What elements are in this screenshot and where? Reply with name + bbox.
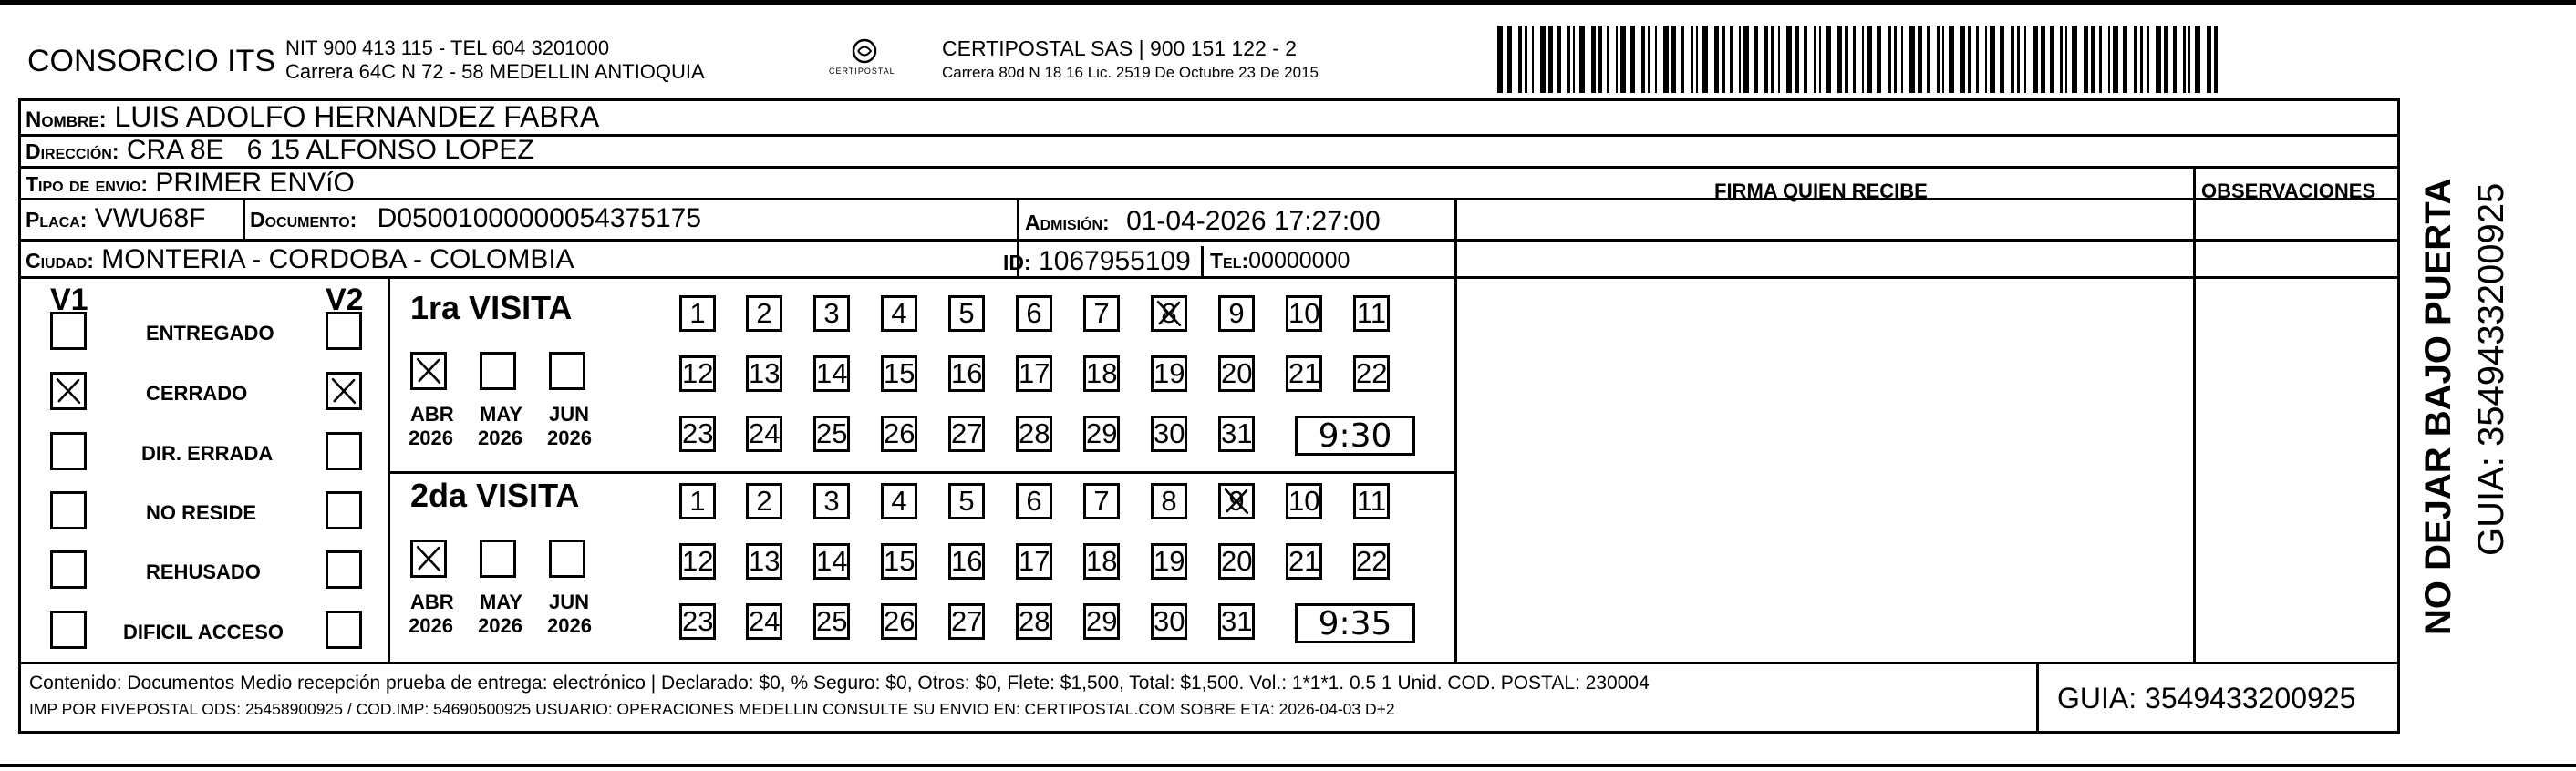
barcode bbox=[1495, 26, 2225, 93]
nombre-value: LUIS ADOLFO HERNANDEZ FABRA bbox=[114, 100, 600, 133]
status-checkbox-v2[interactable] bbox=[326, 611, 362, 649]
barcode-bar bbox=[1764, 26, 1768, 93]
barcode-bar bbox=[1620, 26, 1626, 93]
v1-label: V1 bbox=[50, 283, 88, 317]
barcode-bar bbox=[2188, 26, 2190, 93]
handwritten-time: 9:35 bbox=[1318, 605, 1392, 642]
day-box[interactable]: 29 bbox=[1083, 416, 1120, 452]
day-box[interactable]: 25 bbox=[813, 603, 850, 640]
day-box[interactable]: 22 bbox=[1353, 355, 1390, 392]
direccion-label: Dirección: bbox=[26, 139, 119, 163]
barcode-bar bbox=[2050, 26, 2054, 93]
barcode-bar bbox=[1909, 26, 1915, 93]
barcode-bar bbox=[1702, 26, 1708, 93]
day-box[interactable]: 27 bbox=[948, 603, 985, 640]
side-guia: GUIA: 3549433200925 bbox=[2471, 182, 2511, 556]
barcode-bar bbox=[1888, 26, 1891, 93]
barcode-bar bbox=[1795, 26, 1799, 93]
day-box[interactable]: 29 bbox=[1083, 603, 1120, 640]
month-checkbox[interactable] bbox=[480, 540, 516, 578]
day-box[interactable]: 22 bbox=[1353, 543, 1390, 580]
handwritten-x-icon bbox=[1221, 486, 1252, 517]
status-label: DIR. ERRADA bbox=[141, 442, 274, 465]
barcode-bar bbox=[1819, 26, 1821, 93]
day-box[interactable]: 20 bbox=[1218, 543, 1255, 580]
day-box[interactable]: 3 bbox=[813, 483, 850, 519]
day-box[interactable]: 1 bbox=[679, 483, 716, 519]
visit-divider bbox=[388, 471, 1454, 474]
day-box[interactable]: 21 bbox=[1286, 355, 1322, 392]
barcode-bar bbox=[1525, 26, 1527, 93]
barcode-bar bbox=[1826, 26, 1831, 93]
admision-value: 01-04-2026 17:27:00 bbox=[1126, 206, 1381, 236]
barcode-bar bbox=[1616, 26, 1618, 93]
status-label: CERRADO bbox=[146, 382, 248, 405]
v2-label: V2 bbox=[326, 283, 364, 317]
barcode-bar bbox=[1771, 26, 1774, 93]
day-box[interactable]: 15 bbox=[881, 543, 917, 580]
tel-value: 00000000 bbox=[1248, 248, 1350, 273]
placa-value: VWU68F bbox=[94, 203, 206, 233]
courier-line2: Carrera 80d N 18 16 Lic. 2519 De Octubre 23 De 2015 bbox=[942, 64, 1319, 81]
barcode-bar bbox=[2207, 26, 2211, 93]
day-box[interactable]: 21 bbox=[1286, 543, 1322, 580]
admision-label: Admisión: bbox=[1025, 211, 1110, 234]
company-name: CONSORCIO ITS bbox=[27, 44, 276, 78]
day-box[interactable]: 26 bbox=[881, 603, 917, 640]
day-box[interactable]: 10 bbox=[1286, 483, 1322, 519]
barcode-bar bbox=[2140, 26, 2143, 93]
day-box[interactable]: 16 bbox=[948, 355, 985, 392]
day-box[interactable]: 17 bbox=[1016, 543, 1052, 580]
day-box[interactable]: 7 bbox=[1083, 483, 1120, 519]
day-box[interactable]: 5 bbox=[948, 483, 985, 519]
day-box[interactable]: 11 bbox=[1353, 483, 1390, 519]
status-checkbox-v2[interactable] bbox=[326, 372, 362, 410]
year-label: 2026 bbox=[409, 427, 453, 449]
barcode-bar bbox=[1573, 26, 1575, 93]
company-line2: Carrera 64C N 72 - 58 MEDELLIN ANTIOQUIA bbox=[285, 60, 705, 83]
day-box[interactable]: 31 bbox=[1218, 603, 1255, 640]
row-line bbox=[18, 662, 2400, 664]
row-line bbox=[18, 276, 2400, 279]
day-box[interactable]: 28 bbox=[1016, 603, 1052, 640]
barcode-bar bbox=[1985, 26, 1987, 93]
side-warning: NO DEJAR BAJO PUERTA bbox=[2418, 178, 2458, 635]
status-checkbox-v1[interactable] bbox=[50, 372, 87, 410]
barcode-bar bbox=[1990, 26, 1995, 93]
barcode-bar bbox=[1696, 26, 1698, 93]
status-label: REHUSADO bbox=[146, 560, 261, 583]
barcode-bar bbox=[1960, 26, 1965, 93]
status-checkbox-v1[interactable] bbox=[50, 491, 87, 529]
day-box[interactable]: 6 bbox=[1016, 483, 1052, 519]
day-box[interactable]: 14 bbox=[813, 355, 850, 392]
footer-guia: GUIA: 3549433200925 bbox=[2057, 682, 2356, 714]
barcode-bar bbox=[1743, 26, 1749, 93]
status-label: ENTREGADO bbox=[146, 322, 274, 344]
barcode-bar bbox=[1804, 26, 1807, 93]
day-box[interactable]: 2 bbox=[746, 295, 782, 332]
day-box[interactable]: 9 bbox=[1218, 483, 1255, 519]
day-box[interactable]: 23 bbox=[679, 603, 716, 640]
barcode-bar bbox=[1641, 26, 1645, 93]
barcode-bar bbox=[1691, 26, 1693, 93]
day-box[interactable]: 17 bbox=[1016, 355, 1052, 392]
barcode-bar bbox=[2060, 26, 2063, 93]
ciudad-label: Ciudad: bbox=[26, 249, 94, 272]
day-box[interactable]: 13 bbox=[746, 543, 782, 580]
day-box[interactable]: 24 bbox=[746, 603, 782, 640]
day-box[interactable]: 28 bbox=[1016, 416, 1052, 452]
col-line bbox=[243, 198, 245, 239]
status-label: DIFICIL ACCESO bbox=[123, 621, 284, 643]
documento-row bbox=[250, 205, 701, 232]
id-label: ID: bbox=[1003, 251, 1031, 274]
barcode-bar bbox=[2099, 26, 2102, 93]
month-checkbox[interactable] bbox=[549, 540, 585, 578]
barcode-bar bbox=[2017, 26, 2020, 93]
month-checkbox[interactable] bbox=[410, 540, 447, 578]
bottom-border bbox=[0, 764, 2576, 767]
col-line bbox=[2193, 166, 2196, 662]
time-box[interactable] bbox=[1295, 603, 1415, 643]
barcode-bar bbox=[1507, 26, 1512, 93]
barcode-bar bbox=[1862, 26, 1864, 93]
documento-label: Documento: bbox=[250, 208, 357, 231]
ciudad-value: MONTERIA - CORDOBA - COLOMBIA bbox=[101, 244, 574, 274]
barcode-bar bbox=[1607, 26, 1609, 93]
barcode-bar bbox=[1937, 26, 1940, 93]
day-box[interactable]: 3 bbox=[813, 295, 850, 332]
nombre-row bbox=[26, 102, 599, 131]
day-box[interactable]: 9 bbox=[1218, 295, 1255, 332]
row-line bbox=[18, 166, 2400, 169]
barcode-bar bbox=[1853, 26, 1856, 93]
row-line bbox=[18, 198, 2400, 200]
day-box[interactable]: 23 bbox=[679, 416, 716, 452]
status-checkbox-v2[interactable] bbox=[326, 312, 362, 350]
day-box[interactable]: 6 bbox=[1016, 295, 1052, 332]
direccion-value: CRA 8E 6 15 ALFONSO LOPEZ bbox=[126, 135, 534, 165]
main-frame bbox=[18, 98, 2400, 734]
handwritten-x-icon bbox=[1154, 298, 1185, 329]
nombre-label: Nombre: bbox=[26, 108, 107, 132]
visit-title: 1ra VISITA bbox=[410, 289, 573, 326]
barcode-bar bbox=[1714, 26, 1719, 93]
year-label: 2026 bbox=[478, 427, 522, 449]
barcode-bar bbox=[1968, 26, 1971, 93]
day-box[interactable]: 14 bbox=[813, 543, 850, 580]
barcode-bar bbox=[2041, 26, 2045, 93]
col-line bbox=[1454, 198, 1457, 662]
barcode-bar bbox=[1557, 26, 1561, 93]
barcode-bar bbox=[2134, 26, 2137, 93]
barcode-bar bbox=[2214, 26, 2218, 93]
day-box[interactable]: 7 bbox=[1083, 295, 1120, 332]
observaciones-header: OBSERVACIONES bbox=[2201, 180, 2376, 202]
barcode-bar bbox=[2108, 26, 2110, 93]
status-checkbox-v1[interactable] bbox=[50, 550, 87, 589]
barcode-bar bbox=[2183, 26, 2186, 93]
barcode-bar bbox=[1867, 26, 1872, 93]
day-box[interactable]: 26 bbox=[881, 416, 917, 452]
id-row bbox=[1003, 248, 1191, 275]
day-box[interactable]: 8 bbox=[1151, 483, 1187, 519]
day-box[interactable]: 19 bbox=[1151, 543, 1187, 580]
footer-line1: Contenido: Documentos Medio recepción prueba de entrega: electrónico | Declarado: $0, % Seguro: $0, Otros: $0, Flete: $1,500, Total: $1,500. Vol.: 1*1*1. 0.5 1 Unid. COD. POSTAL: 230004 bbox=[29, 673, 1650, 694]
day-box[interactable]: 5 bbox=[948, 295, 985, 332]
tel-row bbox=[1210, 250, 1350, 272]
month-checkbox[interactable] bbox=[410, 352, 447, 390]
barcode-bar bbox=[2072, 26, 2077, 93]
barcode-bar bbox=[1518, 26, 1522, 93]
barcode-bar bbox=[1918, 26, 1922, 93]
month-label: JUN bbox=[549, 403, 590, 426]
handwritten-x-icon bbox=[413, 542, 444, 575]
barcode-bar bbox=[1894, 26, 1897, 93]
barcode-bar bbox=[2024, 26, 2026, 93]
barcode-bar bbox=[2164, 26, 2168, 93]
barcode-bar bbox=[2113, 26, 2118, 93]
status-checkbox-v1[interactable] bbox=[50, 312, 87, 350]
barcode-bar bbox=[1754, 26, 1758, 93]
admision-row bbox=[1025, 208, 1381, 235]
month-label: ABR bbox=[410, 403, 454, 426]
tipo-value: PRIMER ENVíO bbox=[155, 168, 355, 198]
barcode-bar bbox=[1532, 26, 1534, 93]
day-box[interactable]: 11 bbox=[1353, 295, 1390, 332]
barcode-bar bbox=[1949, 26, 1954, 93]
documento-value: D05001000000054375175 bbox=[377, 203, 702, 233]
year-label: 2026 bbox=[547, 427, 592, 449]
day-box[interactable]: 15 bbox=[881, 355, 917, 392]
barcode-bar bbox=[1497, 26, 1503, 93]
barcode-bar bbox=[1730, 26, 1733, 93]
day-box[interactable]: 12 bbox=[679, 543, 716, 580]
day-box[interactable]: 10 bbox=[1286, 295, 1322, 332]
handwritten-x-icon bbox=[53, 375, 84, 407]
day-box[interactable]: 12 bbox=[679, 355, 716, 392]
barcode-bar bbox=[1655, 26, 1657, 93]
month-label: MAY bbox=[480, 403, 522, 426]
day-box[interactable]: 18 bbox=[1083, 543, 1120, 580]
barcode-bar bbox=[1540, 26, 1546, 93]
barcode-bar bbox=[2011, 26, 2014, 93]
status-checkbox-v2[interactable] bbox=[326, 491, 362, 529]
day-box[interactable]: 25 bbox=[813, 416, 850, 452]
barcode-bar bbox=[2173, 26, 2177, 93]
col-line bbox=[388, 276, 390, 662]
firma-header: FIRMA QUIEN RECIBE bbox=[1714, 180, 1928, 202]
barcode-bar bbox=[1837, 26, 1842, 93]
barcode-bar bbox=[2195, 26, 2200, 93]
barcode-bar bbox=[2123, 26, 2127, 93]
barcode-bar bbox=[2065, 26, 2067, 93]
barcode-bar bbox=[1778, 26, 1780, 93]
barcode-bar bbox=[2147, 26, 2149, 93]
barcode-bar bbox=[1942, 26, 1944, 93]
status-checkbox-v1[interactable] bbox=[50, 611, 87, 649]
month-label: MAY bbox=[480, 591, 522, 613]
year-label: 2026 bbox=[409, 614, 453, 637]
day-box[interactable]: 1 bbox=[679, 295, 716, 332]
barcode-bar bbox=[1591, 26, 1596, 93]
day-box[interactable]: 30 bbox=[1151, 603, 1187, 640]
barcode-bar bbox=[1786, 26, 1792, 93]
day-box[interactable]: 13 bbox=[746, 355, 782, 392]
barcode-bar bbox=[2156, 26, 2161, 93]
barcode-bar bbox=[1681, 26, 1684, 93]
barcode-bar bbox=[1722, 26, 1725, 93]
day-box[interactable]: 24 bbox=[746, 416, 782, 452]
day-box[interactable]: 19 bbox=[1151, 355, 1187, 392]
day-box[interactable]: 27 bbox=[948, 416, 985, 452]
day-box[interactable]: 2 bbox=[746, 483, 782, 519]
barcode-bar bbox=[1630, 26, 1635, 93]
barcode-bar bbox=[2091, 26, 2095, 93]
ciudad-row bbox=[26, 246, 574, 273]
day-box[interactable]: 4 bbox=[881, 483, 917, 519]
day-box[interactable]: 18 bbox=[1083, 355, 1120, 392]
day-box[interactable]: 30 bbox=[1151, 416, 1187, 452]
day-box[interactable]: 8 bbox=[1151, 295, 1187, 332]
barcode-bar bbox=[1648, 26, 1650, 93]
company-line1: NIT 900 413 115 - TEL 604 3201000 bbox=[285, 36, 610, 59]
courier-line1: CERTIPOSTAL SAS | 900 151 122 - 2 bbox=[942, 36, 1298, 60]
row-line bbox=[18, 239, 2400, 242]
tel-label: Tel: bbox=[1210, 249, 1249, 272]
placa-row bbox=[26, 205, 205, 232]
id-value: 1067955109 bbox=[1039, 246, 1191, 276]
footer-line2: IMP POR FIVEPOSTAL ODS: 25458900925 / COD.IMP: 54690500925 USUARIO: OPERACIONES MEDELLIN CONSULTE SU ENVIO EN: CERTIPOSTAL.COM SOBRE ETA: 2026-04-03 D+2 bbox=[29, 700, 1395, 718]
placa-label: Placa: bbox=[26, 208, 88, 231]
barcode-bar bbox=[1567, 26, 1570, 93]
logo-text: CERTIPOSTAL bbox=[829, 67, 895, 76]
day-box[interactable]: 16 bbox=[948, 543, 985, 580]
barcode-bar bbox=[2000, 26, 2004, 93]
barcode-bar bbox=[1598, 26, 1602, 93]
col-line bbox=[2036, 662, 2039, 734]
tipo-row bbox=[26, 170, 355, 197]
status-checkbox-v2[interactable] bbox=[326, 432, 362, 470]
year-label: 2026 bbox=[478, 614, 522, 637]
barcode-bar bbox=[1845, 26, 1848, 93]
visit-title: 2da VISITA bbox=[410, 477, 580, 514]
month-label: ABR bbox=[410, 591, 454, 613]
month-checkbox[interactable] bbox=[480, 352, 516, 390]
barcode-bar bbox=[2084, 26, 2088, 93]
handwritten-x-icon bbox=[328, 375, 359, 407]
barcode-bar bbox=[1671, 26, 1676, 93]
certipostal-logo bbox=[823, 36, 905, 82]
day-box[interactable]: 31 bbox=[1218, 416, 1255, 452]
barcode-bar bbox=[1877, 26, 1881, 93]
barcode-bar bbox=[1976, 26, 1979, 93]
status-checkbox-v2[interactable] bbox=[326, 550, 362, 589]
time-box[interactable] bbox=[1295, 416, 1415, 456]
barcode-bar bbox=[1927, 26, 1930, 93]
status-label: NO RESIDE bbox=[146, 501, 257, 524]
barcode-graphic bbox=[1495, 26, 2225, 93]
direccion-row bbox=[26, 137, 534, 164]
tipo-label: Tipo de envio: bbox=[26, 172, 149, 196]
month-checkbox[interactable] bbox=[549, 352, 585, 390]
barcode-bar bbox=[2033, 26, 2038, 93]
day-box[interactable]: 20 bbox=[1218, 355, 1255, 392]
barcode-bar bbox=[1548, 26, 1553, 93]
col-line bbox=[1201, 246, 1204, 276]
handwritten-time: 9:30 bbox=[1318, 417, 1392, 455]
status-checkbox-v1[interactable] bbox=[50, 432, 87, 470]
barcode-bar bbox=[1739, 26, 1741, 93]
day-box[interactable]: 4 bbox=[881, 295, 917, 332]
barcode-bar bbox=[1901, 26, 1903, 93]
month-label: JUN bbox=[549, 591, 590, 613]
top-border bbox=[0, 0, 2576, 5]
handwritten-x-icon bbox=[413, 355, 444, 387]
barcode-bar bbox=[1579, 26, 1585, 93]
barcode-bar bbox=[1814, 26, 1816, 93]
barcode-bar bbox=[1663, 26, 1669, 93]
year-label: 2026 bbox=[547, 614, 592, 637]
